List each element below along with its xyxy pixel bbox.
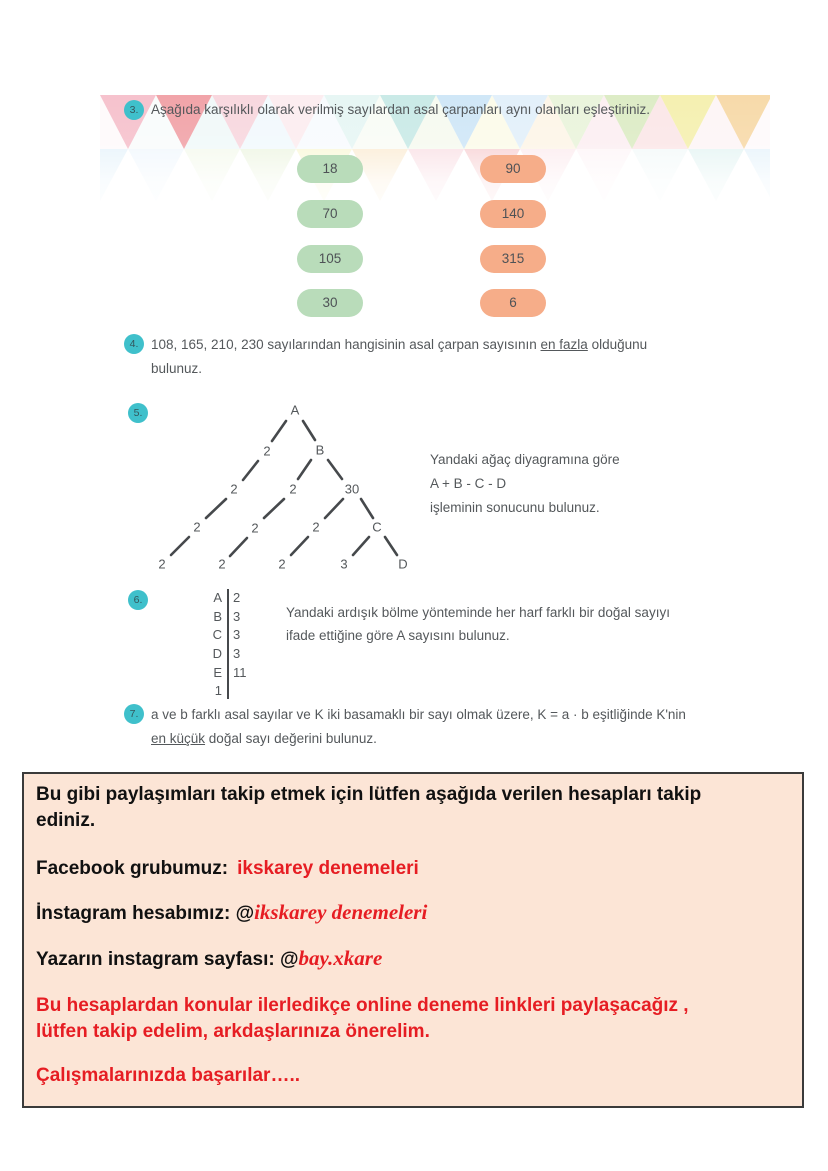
division-value: 11 (233, 664, 247, 680)
match-pill-left-0: 18 (297, 155, 363, 183)
division-value: 3 (233, 608, 241, 624)
match-pill-left-2: 105 (297, 245, 363, 273)
division-letter: D (212, 645, 222, 661)
tree-node: 2 (251, 520, 259, 536)
q4-text-before: 108, 165, 210, 230 sayılarından hangisinin asal çarpan sayısının (151, 337, 541, 352)
q5-badge: 5. (128, 403, 148, 423)
tree-node: 2 (158, 556, 166, 572)
match-pill-right-3: 6 (480, 289, 546, 317)
factor-tree-edges (140, 400, 420, 580)
at-sign: @ (279, 949, 299, 970)
tree-node: 2 (278, 556, 286, 572)
tree-node: 2 (193, 519, 201, 535)
division-row (200, 681, 247, 700)
footer-closing: Çalışmalarınızda başarılar….. (36, 1065, 301, 1086)
footer-intro-line2: ediniz. (36, 810, 96, 831)
match-pill-right-2: 315 (480, 245, 546, 273)
q4-underlined: en fazla (540, 337, 588, 352)
match-pill-right-0: 90 (480, 155, 546, 183)
at-sign: @ (235, 903, 255, 924)
author-row (36, 945, 790, 973)
division-letter: C (212, 627, 222, 643)
division-letter: A (213, 589, 222, 605)
q7-text-line2 (151, 727, 801, 751)
author-handle: bay.xkare (298, 946, 383, 970)
q7-badge: 7. (124, 704, 144, 724)
instagram-handle: ikskarey denemeleri (254, 900, 428, 924)
match-pill-left-1: 70 (297, 200, 363, 228)
q6-text-line2: ifade ettiğine göre A sayısını bulunuz. (286, 628, 510, 643)
footer-announcement (36, 993, 790, 1045)
match-pill-right-1: 140 (480, 200, 546, 228)
q5-side-line1: Yandaki ağaç diyagramına göre (430, 452, 620, 467)
tree-node-C: C (372, 519, 382, 535)
tree-node-30: 30 (344, 481, 360, 497)
division-letter: 1 (214, 683, 222, 699)
tree-node-B: B (315, 442, 325, 458)
tree-node-D: D (398, 556, 408, 572)
q7-text-line1: a ve b farklı asal sayılar ve K iki basamaklı bir sayı olmak üzere, K = a · b eşitliğinde K'nin (151, 707, 686, 722)
q5-side-text (430, 448, 620, 520)
division-table (200, 588, 247, 700)
q5-side-line2: A + B - C - D (430, 476, 507, 491)
q6-text (286, 601, 806, 647)
footer-announcement-line2: lütfen takip edelim, arkdaşlarınıza önerelim. (36, 1021, 430, 1042)
q3-badge: 3. (124, 100, 144, 120)
author-label: Yazarın instagram sayfası: (36, 949, 280, 970)
q5-side-line3: işleminin sonucunu bulunuz. (430, 500, 600, 515)
division-letter: E (213, 664, 222, 680)
q7-text (151, 703, 801, 751)
q4-text (151, 333, 791, 381)
facebook-label: Facebook grubumuz: (36, 858, 229, 879)
division-row (200, 588, 247, 607)
q7-line2-rest: doğal sayı değerini bulunuz. (205, 731, 377, 746)
q3-prompt: Aşağıda karşılıklı olarak verilmiş sayılardan asal çarpanları aynı olanları eşleştiriniz. (151, 102, 650, 117)
division-divider-line (227, 589, 229, 699)
division-row (200, 625, 247, 644)
division-row (200, 607, 247, 626)
q6-badge: 6. (128, 590, 148, 610)
division-value: 2 (233, 589, 241, 605)
footer-intro-line1: Bu gibi paylaşımları takip etmek için lütfen aşağıda verilen hesapları takip (36, 784, 702, 805)
instagram-label: İnstagram hesabımız: (36, 903, 236, 924)
tree-node: 2 (289, 481, 297, 497)
tree-node: 2 (218, 556, 226, 572)
facebook-row (36, 856, 790, 882)
match-pill-left-3: 30 (297, 289, 363, 317)
division-value: 3 (233, 645, 241, 661)
tree-node: 2 (263, 443, 271, 459)
division-row (200, 663, 247, 682)
tree-node-A: A (290, 402, 300, 418)
q7-underlined: en küçük (151, 731, 206, 746)
footer-announcement-line1: Bu hesaplardan konular ilerledikçe online deneme linkleri paylaşacağız , (36, 995, 689, 1016)
q4-text-after: olduğunu (587, 337, 648, 352)
q4-text-line2: bulunuz. (151, 361, 203, 376)
footer-intro (36, 782, 790, 834)
q4-badge: 4. (124, 334, 144, 354)
q6-text-line1: Yandaki ardışık bölme yönteminde her harf farklı bir doğal sayıyı (286, 605, 670, 620)
facebook-handle: ikskarey denemeleri (237, 858, 419, 879)
footer-box (22, 772, 804, 1108)
tree-node-3: 3 (340, 556, 348, 572)
tree-node: 2 (312, 519, 320, 535)
division-row (200, 644, 247, 663)
tree-node: 2 (230, 481, 238, 497)
instagram-row (36, 899, 790, 927)
division-value: 3 (233, 627, 241, 643)
division-letter: B (213, 608, 222, 624)
